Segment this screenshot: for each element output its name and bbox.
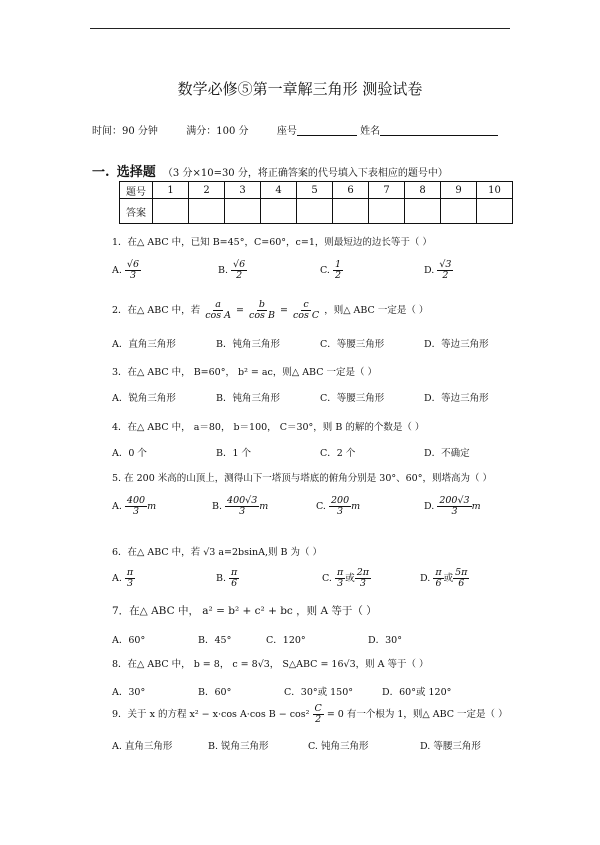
q8-option-c: C．30°或 150° (284, 687, 354, 698)
table-row-label: 答案 (120, 199, 153, 224)
q1-option-a: A. $\frac{√6}{3}$ (112, 259, 140, 281)
q7-option-a: A．60° (112, 635, 146, 646)
question-6-stem: 6．在△ ABC 中，若 √3 a=2bsinA,则 B 为（ ） (112, 547, 323, 558)
q9-option-c: C. 钝角三角形 (308, 741, 369, 752)
question-number-cell: 5 (297, 182, 333, 199)
q6-option-b: B. $\frac{\pi}{6}$ (216, 567, 238, 589)
name-blank[interactable] (380, 125, 498, 136)
question-number-cell: 1 (153, 182, 189, 199)
q1-option-d: D. $\frac{√3}{2}$ (424, 259, 452, 281)
q3-option-b: B．钝角三角形 (216, 393, 280, 404)
q5-option-a: A. $\frac{400}{3}$ m (112, 495, 157, 517)
score-label: 满分：100 分 (186, 126, 249, 137)
q9-option-b: B. 锐角三角形 (208, 741, 269, 752)
section-number: 一. (92, 165, 110, 180)
q7-option-c: C．120° (266, 635, 306, 646)
q3-option-d: D．等边三角形 (424, 393, 489, 404)
q1-option-c: C. $\frac{1}{2}$ (320, 259, 342, 281)
q3-option-c: C．等腰三角形 (320, 393, 385, 404)
question-5-stem: 5. 在 200 米高的山顶上，测得山下一塔顶与塔底的俯角分别是 30°、60°，则塔高为（ ） (112, 473, 492, 484)
answer-cell[interactable] (477, 199, 513, 224)
q7-option-b: B．45° (198, 635, 232, 646)
q6-option-a: A. $\frac{\pi}{3}$ (112, 567, 134, 589)
q8-option-b: B．60° (198, 687, 232, 698)
answer-cell[interactable] (189, 199, 225, 224)
q2-option-c: C．等腰三角形 (320, 339, 385, 350)
question-number-cell: 3 (225, 182, 261, 199)
table-row-label: 题号 (120, 182, 153, 199)
q5-option-b: B. $\frac{400√3}{3}$ m (212, 495, 269, 517)
q2-option-d: D．等边三角形 (424, 339, 489, 350)
question-number-cell: 8 (405, 182, 441, 199)
seat-label: 座号 (276, 126, 297, 137)
question-3-stem: 3．在△ ABC 中， B=60°， b² = ac，则△ ABC 一定是（ ） (112, 367, 378, 378)
question-1-stem: 1．在△ ABC 中，已知 B=45°，C=60°，c=1，则最短边的边长等于（ ） (112, 237, 432, 248)
answer-cell[interactable] (153, 199, 189, 224)
question-number-cell: 9 (441, 182, 477, 199)
seat-blank[interactable] (297, 125, 357, 136)
question-number-cell: 6 (333, 182, 369, 199)
q4-option-a: A．0 个 (112, 448, 147, 459)
q4-option-c: C．2 个 (320, 448, 356, 459)
answer-table (119, 181, 513, 224)
section-note: （3 分×10=30 分，将正确答案的代号填入下表相应的题号中） (162, 168, 448, 179)
page-title: 数学必修⑤第一章解三角形 测验试卷 (177, 80, 423, 98)
q9-option-d: D. 等腰三角形 (420, 741, 481, 752)
q6-option-c: C. $\frac{\pi}{3}$ 或 $\frac{2\pi}{3}$ (322, 567, 370, 589)
q2-option-a: A．直角三角形 (112, 339, 176, 350)
answer-cell[interactable] (405, 199, 441, 224)
question-9-stem: 9．关于 x 的方程 x² − x·cos A·cos B − cos² $\frac{C}{2}$ = 0 有一个根为 1，则△ ABC 一定是（ ） (112, 703, 508, 725)
q5-option-d: D. $\frac{200√3}{3}$ m (424, 495, 481, 517)
header-rule (90, 28, 510, 29)
answer-cell[interactable] (261, 199, 297, 224)
answer-cell[interactable] (225, 199, 261, 224)
question-number-cell: 7 (369, 182, 405, 199)
q2-option-b: B．钝角三角形 (216, 339, 280, 350)
question-4-stem: 4．在△ ABC 中， a＝80， b＝100， C＝30°，则 B 的解的个数是（ ） (112, 422, 425, 433)
question-number-cell: 2 (189, 182, 225, 199)
q6-option-d: D. $\frac{\pi}{6}$ 或 $\frac{5\pi}{6}$ (420, 567, 468, 589)
question-2-stem: 2．在△ ABC 中，若 $\frac{a}{\text{cos A}}$ = $\frac{b}{\text{cos B}}$ = $\frac{c}{\text{cos C}}$ ，则△ ABC 一定是（ ） (112, 299, 429, 321)
question-number-cell: 10 (477, 182, 513, 199)
answer-cell[interactable] (333, 199, 369, 224)
exam-info (92, 122, 498, 137)
q3-option-a: A．锐角三角形 (112, 393, 176, 404)
section-heading (92, 161, 448, 180)
q7-option-d: D．30° (368, 635, 402, 646)
q4-option-d: D．不确定 (424, 448, 470, 459)
name-label: 姓名 (360, 126, 381, 137)
question-7-stem: 7．在△ ABC 中， a² = b² + c² + bc ，则 A 等于（ ） (112, 605, 377, 617)
q4-option-b: B．1 个 (216, 448, 252, 459)
section-name: 选择题 (116, 165, 156, 180)
question-8-stem: 8．在△ ABC 中， b = 8， c = 8√3， S△ABC = 16√3，则 A 等于（ ） (112, 659, 429, 670)
answer-cell[interactable] (369, 199, 405, 224)
q9-option-a: A. 直角三角形 (112, 741, 173, 752)
time-label: 时间：90 分钟 (92, 126, 158, 137)
answer-cell[interactable] (297, 199, 333, 224)
answer-cell[interactable] (441, 199, 477, 224)
q5-option-c: C. $\frac{200}{3}$ m (316, 495, 361, 517)
q8-option-a: A．30° (112, 687, 146, 698)
q1-option-b: B. $\frac{√6}{2}$ (218, 259, 246, 281)
question-number-cell: 4 (261, 182, 297, 199)
q8-option-d: D．60°或 120° (382, 687, 452, 698)
